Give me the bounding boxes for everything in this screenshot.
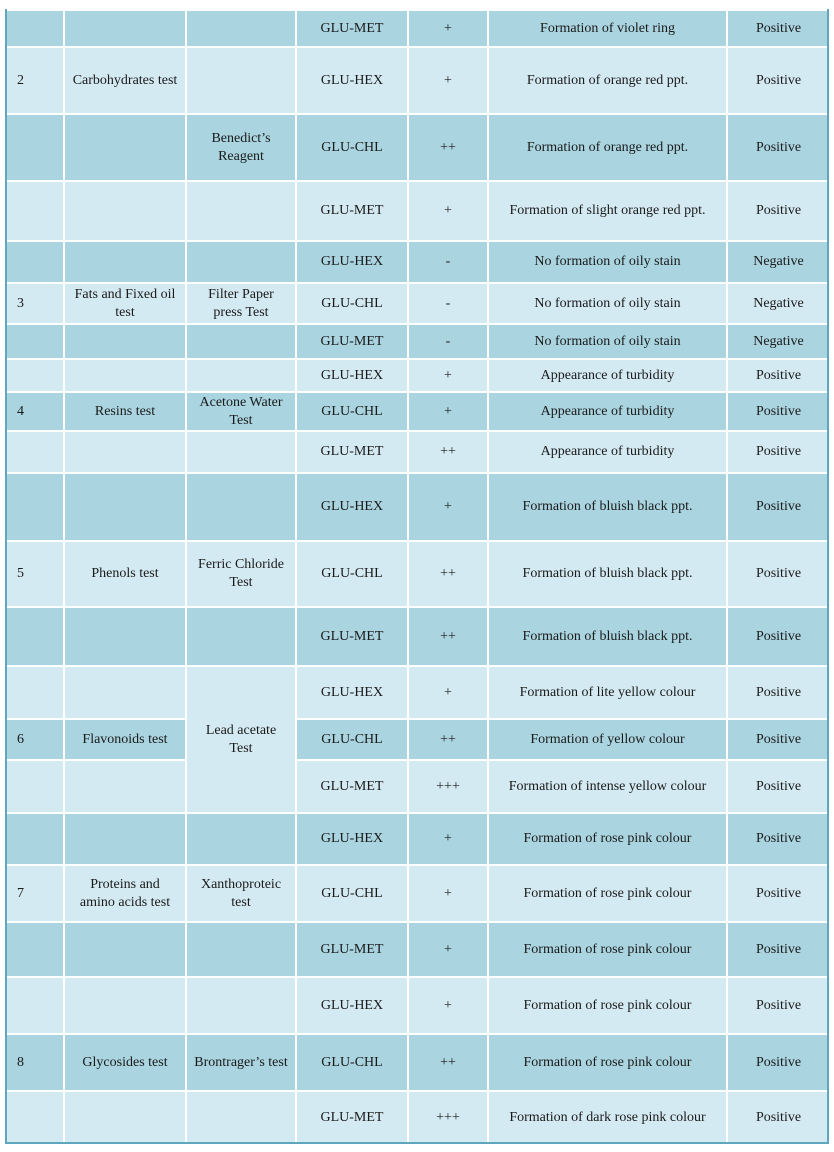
- cell-observation: Formation of rose pink colour: [488, 922, 727, 977]
- cell-observation: Formation of dark rose pink colour: [488, 1091, 727, 1145]
- cell-test-name: [64, 977, 186, 1034]
- table-row: [6, 666, 830, 719]
- cell-observation: No formation of oily stain: [488, 324, 727, 359]
- cell-observation: Formation of intense yellow colour: [488, 760, 727, 813]
- table-row: [6, 922, 830, 977]
- cell-inference: Positive: [727, 977, 830, 1034]
- cell-test-method: Benedict’s Reagent: [186, 114, 296, 181]
- cell-test-method: [186, 813, 296, 865]
- cell-inference: Positive: [727, 760, 830, 813]
- cell-test-name: Phenols test: [64, 541, 186, 607]
- table-row: [6, 977, 830, 1034]
- cell-serial-number: 2: [6, 47, 64, 114]
- cell-serial-number: [6, 607, 64, 666]
- cell-observation: No formation of oily stain: [488, 283, 727, 324]
- table-row: [6, 473, 830, 541]
- table-row: [6, 813, 830, 865]
- cell-observation: No formation of oily stain: [488, 241, 727, 283]
- cell-extract: GLU-CHL: [296, 865, 408, 922]
- cell-extract: GLU-CHL: [296, 114, 408, 181]
- table-row: [6, 1091, 830, 1145]
- cell-extract: GLU-CHL: [296, 1034, 408, 1091]
- cell-test-method: [186, 324, 296, 359]
- table-row: [6, 865, 830, 922]
- cell-test-name: [64, 359, 186, 392]
- cell-inference: Positive: [727, 541, 830, 607]
- cell-extract: GLU-HEX: [296, 359, 408, 392]
- cell-observation: Formation of bluish black ppt.: [488, 541, 727, 607]
- cell-test-method: [186, 977, 296, 1034]
- cell-observation: Formation of slight orange red ppt.: [488, 181, 727, 241]
- table-row: [6, 241, 830, 283]
- cell-inference: Positive: [727, 431, 830, 473]
- cell-test-name: Fats and Fixed oil test: [64, 283, 186, 324]
- cell-inference: Positive: [727, 392, 830, 431]
- cell-inference: Positive: [727, 10, 830, 47]
- cell-test-method: [186, 922, 296, 977]
- cell-serial-number: [6, 473, 64, 541]
- cell-extract: GLU-MET: [296, 607, 408, 666]
- cell-test-method: Xanthoproteic test: [186, 865, 296, 922]
- cell-serial-number: [6, 359, 64, 392]
- cell-result: +++: [408, 760, 488, 813]
- table-row: [6, 283, 830, 324]
- cell-inference: Negative: [727, 283, 830, 324]
- cell-inference: Positive: [727, 473, 830, 541]
- cell-test-method: [186, 607, 296, 666]
- cell-result: +: [408, 10, 488, 47]
- cell-test-method: Acetone Water Test: [186, 392, 296, 431]
- cell-test-name: [64, 607, 186, 666]
- cell-inference: Positive: [727, 813, 830, 865]
- cell-test-name: Flavonoids test: [64, 719, 186, 760]
- table-row: [6, 719, 830, 760]
- cell-serial-number: 7: [6, 865, 64, 922]
- cell-observation: Formation of bluish black ppt.: [488, 607, 727, 666]
- table-row: [6, 10, 830, 47]
- cell-extract: GLU-MET: [296, 181, 408, 241]
- cell-result: +: [408, 977, 488, 1034]
- cell-result: ++: [408, 1034, 488, 1091]
- cell-result: +: [408, 359, 488, 392]
- cell-test-name: [64, 324, 186, 359]
- cell-test-method: [186, 10, 296, 47]
- cell-observation: Formation of rose pink colour: [488, 977, 727, 1034]
- cell-test-name: [64, 181, 186, 241]
- cell-observation: Formation of violet ring: [488, 10, 727, 47]
- cell-extract: GLU-MET: [296, 922, 408, 977]
- cell-test-method: [186, 431, 296, 473]
- cell-test-name: [64, 10, 186, 47]
- cell-serial-number: [6, 324, 64, 359]
- cell-inference: Positive: [727, 607, 830, 666]
- cell-observation: Appearance of turbidity: [488, 392, 727, 431]
- cell-extract: GLU-CHL: [296, 283, 408, 324]
- cell-test-name: [64, 431, 186, 473]
- cell-result: +: [408, 47, 488, 114]
- cell-test-name: [64, 1091, 186, 1145]
- cell-inference: Positive: [727, 1091, 830, 1145]
- cell-observation: Appearance of turbidity: [488, 359, 727, 392]
- cell-serial-number: [6, 922, 64, 977]
- cell-observation: Formation of lite yellow colour: [488, 666, 727, 719]
- cell-extract: GLU-MET: [296, 760, 408, 813]
- cell-test-name: [64, 922, 186, 977]
- cell-extract: GLU-HEX: [296, 241, 408, 283]
- cell-result: +: [408, 865, 488, 922]
- cell-extract: GLU-HEX: [296, 666, 408, 719]
- cell-test-method: [186, 241, 296, 283]
- cell-serial-number: [6, 114, 64, 181]
- cell-test-name: Proteins and amino acids test: [64, 865, 186, 922]
- cell-inference: Positive: [727, 666, 830, 719]
- cell-serial-number: 8: [6, 1034, 64, 1091]
- cell-inference: Positive: [727, 47, 830, 114]
- cell-serial-number: [6, 241, 64, 283]
- cell-serial-number: [6, 813, 64, 865]
- cell-test-name: Glycosides test: [64, 1034, 186, 1091]
- cell-serial-number: [6, 1091, 64, 1145]
- cell-result: -: [408, 324, 488, 359]
- cell-test-method: Brontrager’s test: [186, 1034, 296, 1091]
- cell-observation: Appearance of turbidity: [488, 431, 727, 473]
- cell-serial-number: 6: [6, 719, 64, 760]
- table-row: [6, 181, 830, 241]
- cell-test-method: [186, 473, 296, 541]
- cell-observation: Formation of orange red ppt.: [488, 114, 727, 181]
- cell-result: +: [408, 392, 488, 431]
- table-row: [6, 607, 830, 666]
- cell-inference: Positive: [727, 181, 830, 241]
- cell-test-method: Filter Paper press Test: [186, 283, 296, 324]
- cell-inference: Negative: [727, 241, 830, 283]
- cell-inference: Negative: [727, 324, 830, 359]
- cell-serial-number: [6, 977, 64, 1034]
- cell-observation: Formation of yellow colour: [488, 719, 727, 760]
- cell-test-method: [186, 47, 296, 114]
- cell-extract: GLU-CHL: [296, 541, 408, 607]
- table-row: [6, 541, 830, 607]
- cell-result: ++: [408, 607, 488, 666]
- cell-serial-number: [6, 181, 64, 241]
- cell-extract: GLU-MET: [296, 10, 408, 47]
- cell-serial-number: 4: [6, 392, 64, 431]
- cell-observation: Formation of rose pink colour: [488, 1034, 727, 1091]
- table-row: [6, 392, 830, 431]
- table-row: [6, 431, 830, 473]
- cell-extract: GLU-HEX: [296, 473, 408, 541]
- cell-inference: Positive: [727, 865, 830, 922]
- cell-inference: Positive: [727, 922, 830, 977]
- cell-extract: GLU-MET: [296, 324, 408, 359]
- cell-result: +: [408, 181, 488, 241]
- cell-extract: GLU-HEX: [296, 977, 408, 1034]
- table-row: [6, 1034, 830, 1091]
- cell-result: +++: [408, 1091, 488, 1145]
- cell-result: ++: [408, 719, 488, 760]
- cell-result: +: [408, 813, 488, 865]
- cell-test-name: [64, 473, 186, 541]
- cell-result: ++: [408, 114, 488, 181]
- cell-inference: Positive: [727, 719, 830, 760]
- table-row: [6, 760, 830, 813]
- cell-test-name: [64, 760, 186, 813]
- table-row: [6, 359, 830, 392]
- cell-observation: Formation of bluish black ppt.: [488, 473, 727, 541]
- cell-extract: GLU-HEX: [296, 813, 408, 865]
- cell-serial-number: [6, 666, 64, 719]
- cell-extract: GLU-MET: [296, 1091, 408, 1145]
- cell-result: +: [408, 666, 488, 719]
- cell-result: ++: [408, 541, 488, 607]
- cell-inference: Positive: [727, 1034, 830, 1091]
- cell-observation: Formation of rose pink colour: [488, 813, 727, 865]
- cell-extract: GLU-HEX: [296, 47, 408, 114]
- cell-test-name: Resins test: [64, 392, 186, 431]
- cell-extract: GLU-MET: [296, 431, 408, 473]
- cell-test-name: [64, 241, 186, 283]
- cell-result: -: [408, 283, 488, 324]
- cell-serial-number: [6, 10, 64, 47]
- cell-test-name: Carbohydrates test: [64, 47, 186, 114]
- cell-result: -: [408, 241, 488, 283]
- cell-result: +: [408, 922, 488, 977]
- table-row: [6, 324, 830, 359]
- cell-result: ++: [408, 431, 488, 473]
- cell-extract: GLU-CHL: [296, 719, 408, 760]
- cell-serial-number: [6, 431, 64, 473]
- cell-result: +: [408, 473, 488, 541]
- cell-serial-number: [6, 760, 64, 813]
- cell-inference: Positive: [727, 114, 830, 181]
- cell-test-name: [64, 666, 186, 719]
- cell-test-name: [64, 114, 186, 181]
- cell-serial-number: 3: [6, 283, 64, 324]
- cell-test-method: Lead acetate Test: [186, 666, 296, 813]
- cell-serial-number: 5: [6, 541, 64, 607]
- cell-inference: Positive: [727, 359, 830, 392]
- cell-test-method: [186, 359, 296, 392]
- cell-test-name: [64, 813, 186, 865]
- cell-test-method: [186, 1091, 296, 1145]
- table-row: [6, 47, 830, 114]
- cell-extract: GLU-CHL: [296, 392, 408, 431]
- cell-observation: Formation of orange red ppt.: [488, 47, 727, 114]
- table-row: [6, 114, 830, 181]
- cell-test-method: Ferric Chloride Test: [186, 541, 296, 607]
- phytochemical-results-table: [5, 9, 831, 1146]
- cell-observation: Formation of rose pink colour: [488, 865, 727, 922]
- cell-test-method: [186, 181, 296, 241]
